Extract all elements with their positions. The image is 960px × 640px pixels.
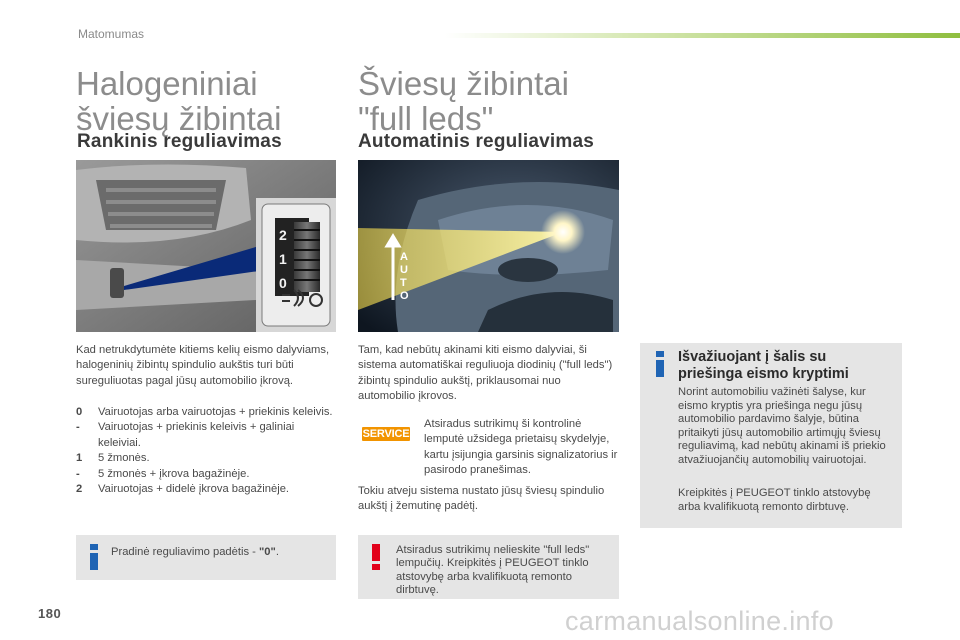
automatic-subtitle: Automatinis reguliavimas xyxy=(358,131,595,152)
list-text: Vairuotojas arba vairuotojas + priekinis keleivis. xyxy=(98,406,333,418)
headlight-car-photo xyxy=(358,160,619,332)
list-text: 5 žmonės. xyxy=(98,452,150,465)
info-box-title: Išvažiuojant į šalis su priešinga eismo kryptimi xyxy=(678,349,849,382)
info-icon xyxy=(87,544,101,570)
full-leds-title: Šviesų žibintai "full leds" xyxy=(358,65,569,137)
list-item xyxy=(76,420,338,451)
list-item xyxy=(76,405,338,420)
list-key: 1 xyxy=(76,452,83,465)
opposite-traffic-info-box xyxy=(640,343,902,528)
list-item xyxy=(76,451,338,466)
info-box-contact: Kreipkitės į PEUGEOT tinklo atstovybę arba kvalifikuotą remonto dirbtuvę. xyxy=(678,487,871,513)
auto-letter: U xyxy=(400,264,408,276)
list-item xyxy=(76,467,338,482)
fallback-text: Tokiu atveju sistema nustato jūsų šviesų spindulio aukštį į žemutinę padėtį. xyxy=(358,485,605,513)
auto-letter: T xyxy=(400,277,407,289)
initial-position-note xyxy=(76,535,336,580)
dashboard-wheel-photo xyxy=(76,160,336,332)
service-text: Atsiradus sutrikimų ši kontrolinė lemputė užsidega prietaisų skydelyje, kartu įsijungia garsinis signalizatorius ir pasirodo pranešimas. xyxy=(424,418,618,477)
list-item xyxy=(76,482,338,497)
halogen-title: Halogeniniai šviesų žibintai xyxy=(76,65,282,137)
full-leds-intro: Tam, kad nebūtų akinami kiti eismo dalyviai, ši sistema automatiškai reguliuoja diodinių ("full leds") žibintų spindulio aukštį, priklausomai nuo automobilio įkrovos. xyxy=(358,344,613,403)
list-key: 2 xyxy=(76,483,83,496)
section-label: Matomumas xyxy=(78,27,145,41)
note-tail: . xyxy=(275,546,279,558)
warning-icon xyxy=(370,544,382,570)
list-key: 0 xyxy=(76,406,83,418)
auto-letter: A xyxy=(400,251,408,263)
note-value: "0" xyxy=(259,546,276,558)
list-text: Vairuotojas + didelė įkrova bagažinėje. xyxy=(98,483,290,496)
warning-text: Atsiradus sutrikimų nelieskite "full leds" lempučių. Kreipkitės į PEUGEOT tinklo atstovybę arba kvalifikuotą remonto dirbtuvę. xyxy=(396,544,590,597)
halogen-intro: Kad netrukdytumėte kitiems kelių eismo dalyviams, halogeninių žibintų spindulio aukštis turi būti sureguliuotas pagal jūsų automobilio įkrovą. xyxy=(76,344,330,387)
wheel-label-0: 0 xyxy=(279,275,287,291)
page-number: 180 xyxy=(38,606,62,621)
auto-letter: O xyxy=(400,290,409,302)
info-box-paragraph: Norint automobiliu važinėti šalyse, kur eismo kryptis yra priešinga negu jūsų automobilio pardavimo šalyje, būtina pritaikyti jūsų automobilio artimųjų šviesų reguliavimą, kad nebūtų akinami iš priekio atvažiuojančių automobilių vairuotojai. xyxy=(678,386,886,466)
watermark: carmanualsonline.info xyxy=(565,606,834,636)
full-leds-warning-note xyxy=(358,535,619,599)
list-text: Vairuotojas + priekinis keleivis + galiniai keleiviai. xyxy=(98,421,295,449)
service-warning-light xyxy=(362,427,410,441)
manual-subtitle: Rankinis reguliavimas xyxy=(77,131,282,152)
list-key: - xyxy=(76,467,80,480)
list-key: - xyxy=(76,421,80,434)
load-position-list xyxy=(76,405,338,497)
header-accent-bar xyxy=(445,33,960,38)
list-text: 5 žmonės + įkrova bagažinėje. xyxy=(98,467,250,480)
note-text: Pradinė reguliavimo padėtis - xyxy=(111,546,259,558)
wheel-label-1: 1 xyxy=(279,251,287,267)
info-icon xyxy=(653,351,667,377)
wheel-label-2: 2 xyxy=(279,227,287,243)
service-badge-label: SERVICE xyxy=(362,428,410,440)
